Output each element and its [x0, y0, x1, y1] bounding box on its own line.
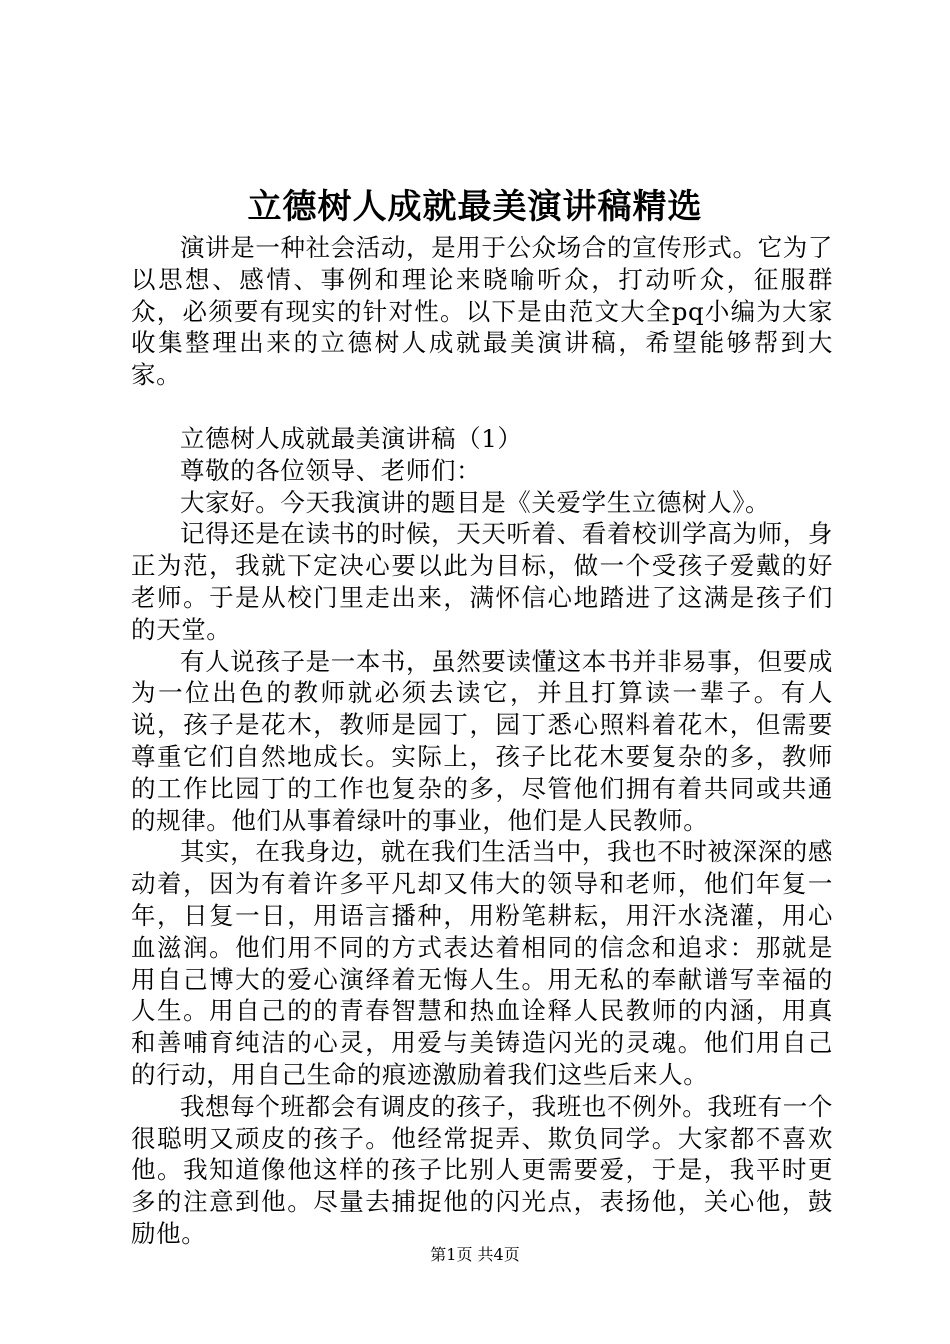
page-number-footer: 第1页 共4页 — [430, 1245, 520, 1264]
body-paragraph: 其实，在我身边，就在我们生活当中，我也不时被深深的感动着，因为有着许多平凡却又伟大的领导和老师，他们年复一年，日复一日，用语言播种，用粉笔耕耘，用汗水浇灌，用心血滋润。他们用不同的方式表达着相同的信念和追求：那就是用自己博大的爱心演绎着无悔人生。用无私的奉献谱写幸福的人生。用自己的的青春智慧和热血诠释人民教师的内涵，用真和善哺育纯洁的心灵，用爱与美铸造闪光的灵魂。他们用自己的行动，用自己生命的痕迹激励着我们这些后来人。 — [131, 837, 833, 1089]
salutation: 尊敬的各位领导、老师们： — [180, 455, 482, 485]
document-title: 立德树人成就最美演讲稿精选 — [247, 187, 703, 227]
intro-paragraph: 演讲是一种社会活动，是用于公众场合的宣传形式。它为了以思想、感情、事例和理论来晓喻听众，打动听众，征服群众，必须要有现实的针对性。以下是由范文大全pq小编为大家收集整理出来的立德树人成就最美演讲稿，希望能够帮到大家。 — [131, 233, 833, 390]
greeting-paragraph: 大家好。今天我演讲的题目是《关爱学生立德树人》。 — [180, 487, 771, 517]
body-paragraph: 记得还是在读书的时候，天天听着、看着校训学高为师，身正为范，我就下定决心要以此为目标，做一个受孩子爱戴的好老师。于是从校门里走出来，满怀信心地踏进了这满是孩子们的天堂。 — [131, 519, 833, 644]
document-body — [131, 232, 833, 1250]
section-heading: 立德树人成就最美演讲稿（1） — [180, 423, 523, 453]
body-paragraph: 有人说孩子是一本书，虽然要读懂这本书并非易事，但要成为一位出色的教师就必须去读它，并且打算读一辈子。有人说，孩子是花木，教师是园丁，园丁悉心照料着花木，但需要尊重它们自然地成长。实际上，孩子比花木要复杂的多，教师的工作比园丁的工作也复杂的多，尽管他们拥有着共同或共通的规律。他们从事着绿叶的事业，他们是人民教师。 — [131, 646, 833, 835]
body-paragraph: 我想每个班都会有调皮的孩子，我班也不例外。我班有一个很聪明又顽皮的孩子。他经常捉弄、欺负同学。大家都不喜欢他。我知道像他这样的孩子比别人更需要爱，于是，我平时更多的注意到他。尽量去捕捉他的闪光点，表扬他，关心他，鼓励他。 — [131, 1091, 833, 1248]
